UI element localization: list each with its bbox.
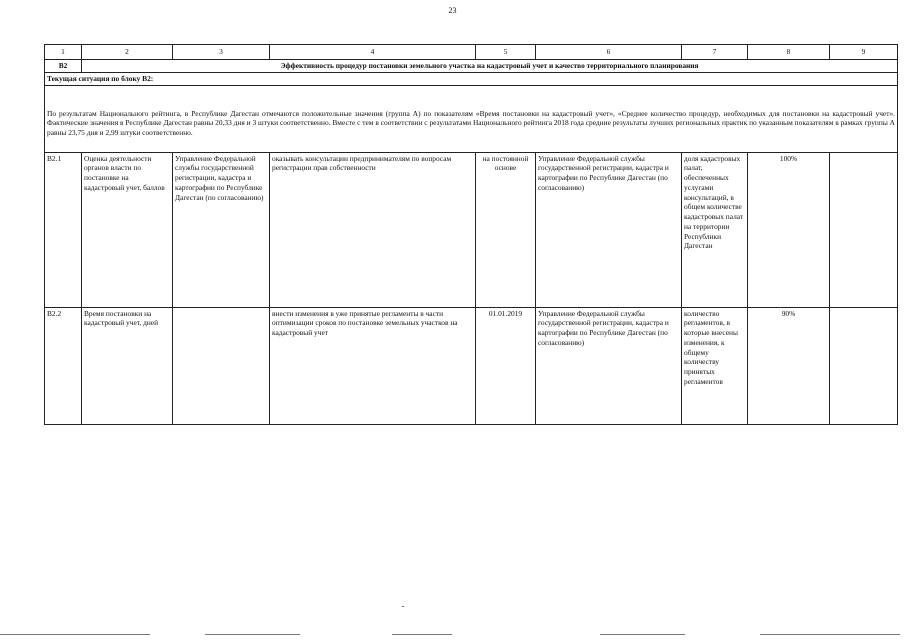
column-number: 8 — [748, 45, 830, 60]
current-situation-row — [45, 85, 898, 152]
page-number: 23 — [448, 6, 457, 15]
row-deadline: на постоянной основе — [476, 152, 536, 307]
row-action: внести изменения в уже принятые регламенты в части оптимизации сроков по постановке земельных участков на кадастровый учет — [270, 307, 476, 424]
row-code: В2.1 — [45, 152, 82, 307]
scan-artifact — [0, 634, 150, 635]
table-row — [45, 307, 898, 424]
row-target: 90% — [748, 307, 830, 424]
column-number: 5 — [476, 45, 536, 60]
column-number: 2 — [82, 45, 173, 60]
current-situation-cell — [45, 85, 898, 152]
scan-artifact — [600, 634, 685, 635]
row-code: В2.2 — [45, 307, 82, 424]
column-number: 3 — [173, 45, 270, 60]
measures-table — [44, 44, 898, 425]
row-metric: доля кадастровых палат, обеспеченных услугами консультаций, в общем количестве кадастровых палат на территории Республики Дагестан — [682, 152, 748, 307]
column-number: 4 — [270, 45, 476, 60]
scan-artifact — [205, 634, 300, 635]
section-row — [45, 60, 898, 73]
column-number: 6 — [536, 45, 682, 60]
column-number-row — [45, 45, 898, 60]
row-col9 — [830, 307, 898, 424]
current-situation-heading: Текущая ситуация по блоку В2: — [45, 72, 898, 85]
row-indicator: Оценка деятельности органов власти по постановке на кадастровый учет, баллов — [82, 152, 173, 307]
row-deadline: 01.01.2019 — [476, 307, 536, 424]
column-number: 1 — [45, 45, 82, 60]
current-situation-heading-row — [45, 72, 898, 85]
row-metric: количество регламентов, в которые внесены изменения, к общему количеству принятых регламентов — [682, 307, 748, 424]
scan-artifact — [760, 634, 900, 635]
row-action: оказывать консультации предпринимателям по вопросам регистрации прав собственности — [270, 152, 476, 307]
table-row — [45, 152, 898, 307]
row-executor: Управление Федеральной службы государственной регистрации, кадастра и картографии по Республике Дагестан (по согласованию) — [536, 307, 682, 424]
column-number: 7 — [682, 45, 748, 60]
row-responsible — [173, 307, 270, 424]
row-responsible: Управление Федеральной службы государственной регистрации, кадастра и картографии по Республике Дагестан (по согласованию) — [173, 152, 270, 307]
row-col9 — [830, 152, 898, 307]
scan-dot — [402, 606, 404, 607]
column-number: 9 — [830, 45, 898, 60]
section-code: В2 — [45, 60, 82, 73]
row-target: 100% — [748, 152, 830, 307]
row-indicator: Время постановки на кадастровый учет, дней — [82, 307, 173, 424]
current-situation-text: По результатам Национального рейтинга, в Республике Дагестан отмечаются положительные значения (группа А) по показателям «Время постановки на кадастровый учет», «Среднее количество процедур, необходимых для постановки на кадастровый учет». Фактические значения в Республике Дагестан равны 20,33 дня и 3 штуки соответственно. Вместе с тем в соответствии с результатами Национального рейтинга 2018 года средние результаты лучших региональных практик по указанным показателям в рамках группы А равны 23,75 дня и 2,99 штуки соответственно. — [47, 108, 895, 138]
section-title: Эффективность процедур постановки земельного участка на кадастровый учет и качество территориального планирования — [82, 60, 898, 73]
scan-artifact — [392, 634, 452, 635]
row-executor: Управление Федеральной службы государственной регистрации, кадастра и картографии по Республике Дагестан (по согласованию) — [536, 152, 682, 307]
